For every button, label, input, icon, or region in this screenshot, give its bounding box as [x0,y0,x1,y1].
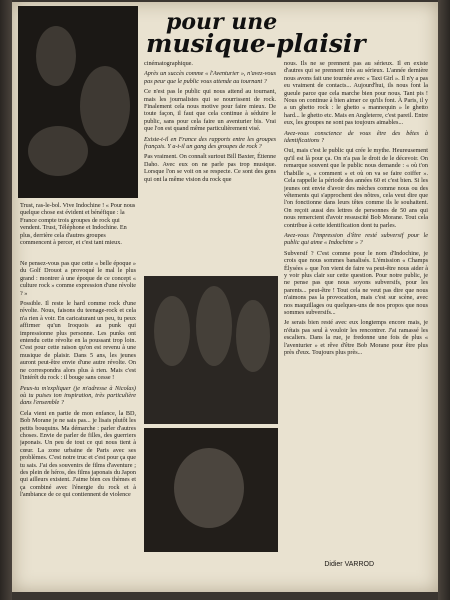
col3-paragraph: Oui, mais c'est le public qui crée le mythe. Heureusement qu'il est là pour ça. On n'a pas le droit de le décevoir. On remarque souvent que le public nous demande : « où t'on t'habille », « comment » et où on va se faire coiffer ». Cela rappelle la période des années 60 et c'est bien. Si les jeunes ont envie d'avoir des mèches comme nous ou des vêtements qui s'approchent des nôtres, cela veut dire que l'on fonctionne dans leurs têtes comme ils le souhaitent. On reçoit aussi des lettres de personnes de 50 ans qui nous remercient d'avoir ressuscité Bob Morane. Tout cela contribue à cette identification dont tu parles. [284,147,428,229]
column-3 [284,60,428,558]
magazine-page [12,2,438,592]
col2-paragraph: Ce n'est pas le public qui nous attend au tournant, mais les journalistes qui se nourrissent de rock. Finalement cela nous motive pour faire mieux. De toute façon, il faut que cela continue à séduire le public, sans pour cela faire un aventurier bis. Vrai que l'on est quand même particulièrement visé. [144,88,276,133]
band-photo-middle [144,276,278,424]
col1-paragraph: Ne pensez-vous pas que cette « belle époque » du Golf Drouot a provoqué le mal le plus grand : montrer à une époque de ce concept « culture rock » comme expression d'une révolte ? » [20,260,136,297]
col2-question: Existe-t-il en France des rapports entre les groupes français. Y a-t-il un gang des groupes de rock ? [144,135,276,151]
col3-paragraph: Subversif ? C'est comme pour le nom d'Indochine, je crois que nous sommes banalisés. L'émission « Champs Élysées » que l'on vient de faire va peut-être nous aider à y voir plus clair sur cette question. Pour notre public, je ne pense pas que nous soyons subversifs, pour les parents... peut-être ! Tout cela ne veut pas dire que nous n'aimons pas la provocation, mais c'est sur scène, avec nos maquillages ou quelques-uns de nos propos que nous sommes subversifs... [284,249,428,316]
title-line-2: musique-plaisir [146,29,366,58]
band-photo-top [18,6,138,198]
page-shadow-right [438,0,450,600]
column-2 [144,60,276,272]
col1-paragraph: Possible. Il reste le hard comme rock d'une révolte. Nous, faisons du teenage-rock et cela n'a rien à voir. En caricaturant un peu, tu peux affirmer qu'un Iroquois au punk qui impressionne plus personne. Les punks ont entendu cette révolte en la poussant trop loin. C'est pour cette raison qu'on est revenu à une musique de plaisir. Dans 5 ans, les jeunes auront peut-être envie d'une autre révolte. On ne correspondra alors plus à rien. Mais c'est l'intérêt du rock : il bouge sans cesse ! [20,300,136,382]
column-1 [20,260,136,586]
col3-paragraph: nous. Ils ne se prennent pas au sérieux. Il en existe d'autres qui se prennent très au sérieux. L'année dernière nous avons fait une tournée avec « Taxi Girl ». Il n'y a pas eu vraiment de contacts... Aujourd'hui, ils nous font la gueule parce que cela marche bien pour nous. Tant pis ! Nous on continue à bien aimer ce qu'ils font. À Paris, il y a un ghetto rock : le ghetto « mannequin » le ghetto hard... le ghetto etc. Mais en Angleterre, c'est pareil. Entre eux, les groupes ne sont pas toujours aimables... [284,60,428,127]
col3-question: Avez-vous conscience de vous être des bêtes à identifications ? [284,129,428,145]
col2-paragraph: cinématographique. [144,60,193,67]
page-shadow-left [0,0,12,600]
author-signature: Didier VARROD [324,561,374,568]
article-title [146,9,436,58]
col3-question: Avez-vous l'impression d'être resté subversif pour le public qui aime « Indochine » ? [284,231,428,247]
col2-paragraph: Pas vraiment. On connaît surtout Bill Baxter, Étienne Daho. Avec eux on ne parle pas trop musique. Lorsque l'on se voit on se respecte. Ce sont des gens qui ont la même vision du rock que [144,153,276,183]
title-line-1: pour une [166,9,278,35]
photo-caption: Trust, ras-le-bol. Vive Indochine ! « Pour nous quelque chose est évident et bénéfique : la France compte trois groupes de rock qui vendent. Trust, Téléphone et Indochine. En plus, derrière cela d'autres groupes commencent à percer, et c'est tant mieux. [20,202,136,247]
col1-paragraph: Cela vient en partie de mon enfance, la BD, Bob Morane je ne sais pas... je lisais plutôt les petits bouquins. Ma démarche : parler d'autres choses. Envie de parler de filles, des guerriers japonais. Un peu de tout ce qui nous tient à cœur. La zone urbaine de Paris avec ses problèmes. C'est notre truc et c'est pour ça que tu sais. J'ai des souvenirs de films d'aventure ; des plein de héros, des films japonais du Japon qui ailleurs existent. J'aime bien ces thèmes et ça combiné avec l'énergie du rock et à l'ambiance de ce qui contiennent de violence [20,409,136,499]
concert-photo-bottom [144,428,278,552]
col2-question: Après un succès comme « l'Aventurier », n'avez-vous pas peur que le public vous attende au tournant ? [144,70,276,85]
col3-paragraph: Je serais bien resté avec eux longtemps encore mais, je n'étais pas seul à vouloir les rencontrer. J'ai ramassé les escaliers. Dans la rue, je fredonne une fois de plus « l'aventurier » et rêve d'être Bob Morane pour être plus près d'eux. Toujours plus près... [284,319,428,357]
col1-question: Peux-tu m'expliquer (je m'adresse à Nicolas) où tu puises ton inspiration, très particulière dans l'ensemble ? [20,384,136,407]
